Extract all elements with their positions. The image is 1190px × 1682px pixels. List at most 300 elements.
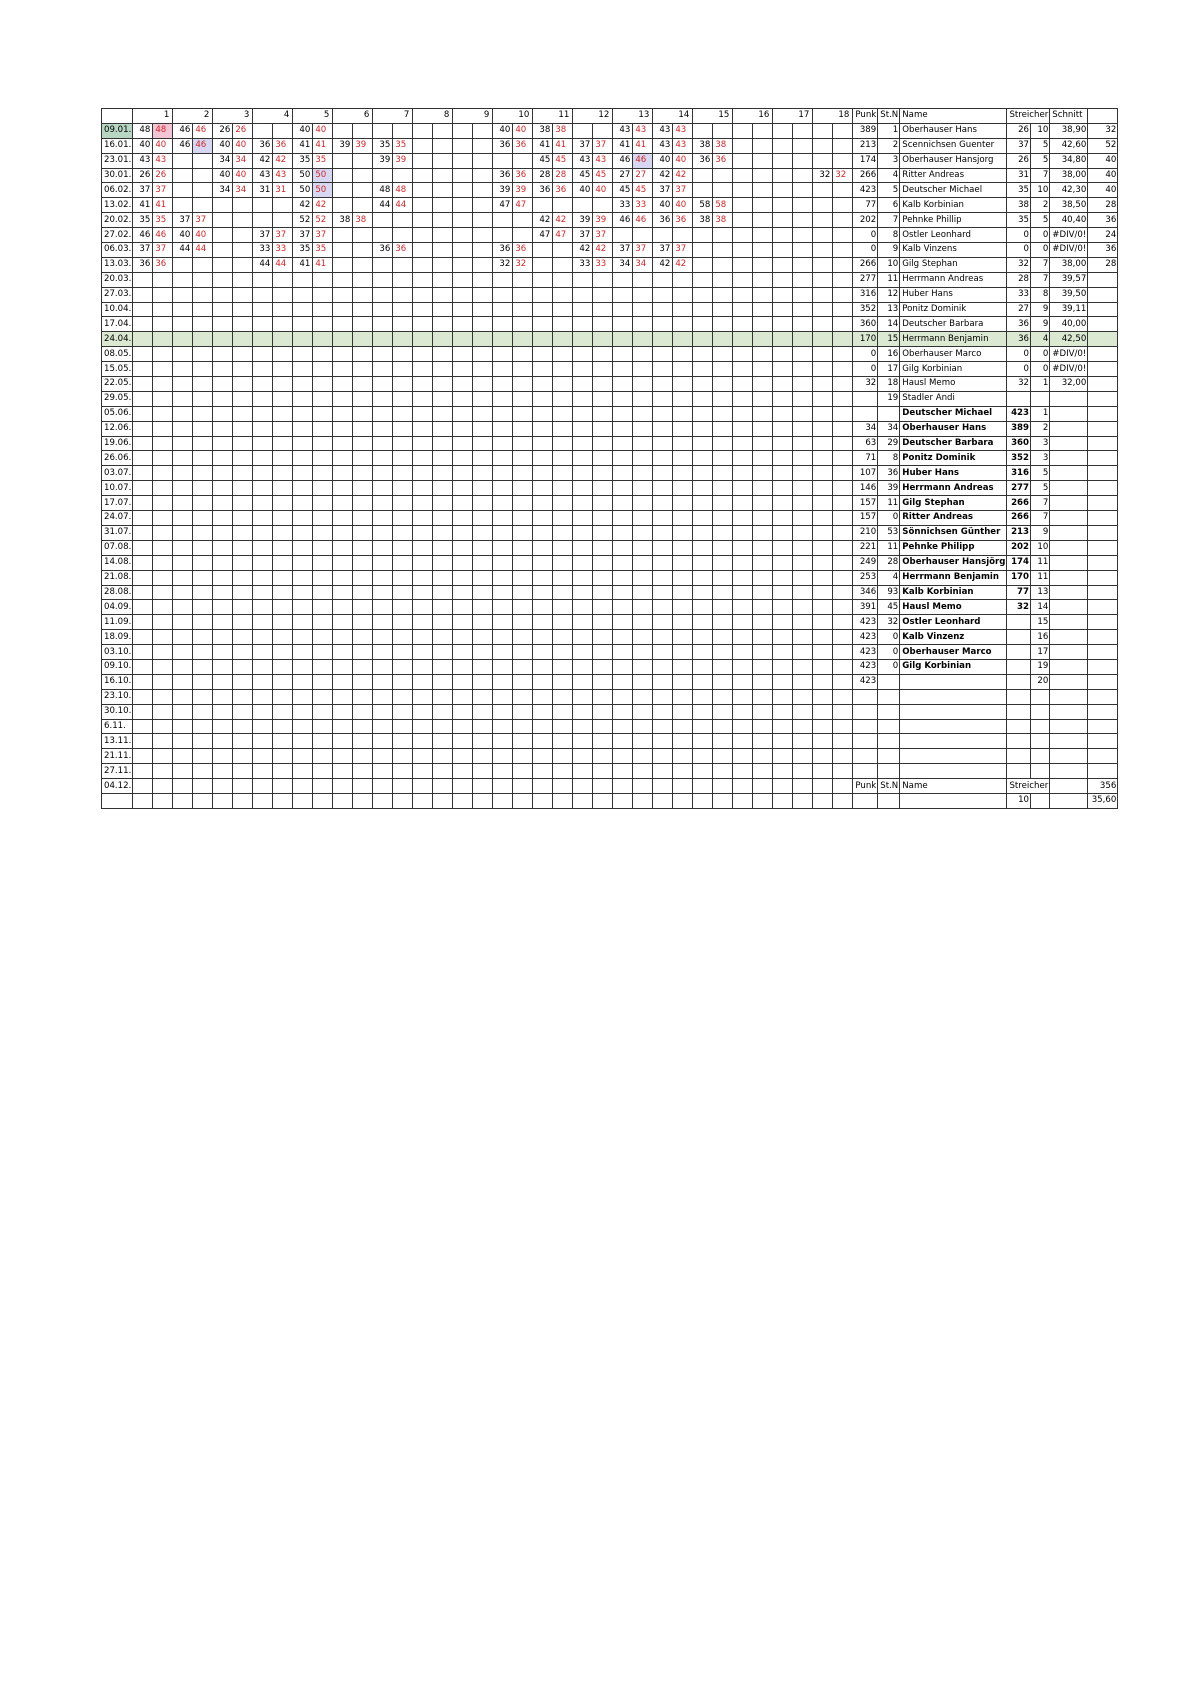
stn-cell[interactable]: 0	[878, 511, 900, 526]
score-cell[interactable]	[733, 659, 753, 674]
score-cell[interactable]	[293, 481, 313, 496]
score-cell[interactable]	[253, 719, 273, 734]
score-cell[interactable]	[573, 779, 593, 794]
date-cell[interactable]: 6.11.	[102, 719, 133, 734]
stn-cell[interactable]: 16	[878, 347, 900, 362]
score-cell[interactable]	[613, 436, 633, 451]
score-cell[interactable]	[173, 406, 193, 421]
score-copy-cell[interactable]	[753, 302, 773, 317]
score-copy-cell[interactable]	[553, 525, 573, 540]
date-cell[interactable]: 16.01.	[102, 138, 133, 153]
score-copy-cell[interactable]	[193, 704, 213, 719]
streicher-count-cell[interactable]: 7	[1031, 272, 1050, 287]
score-copy-cell[interactable]: 32	[513, 257, 533, 272]
score-copy-cell[interactable]	[273, 734, 293, 749]
score-cell[interactable]	[293, 332, 313, 347]
score-cell[interactable]	[533, 689, 553, 704]
score-cell[interactable]	[453, 704, 473, 719]
player-name-cell[interactable]	[900, 689, 1007, 704]
date-cell[interactable]: 12.06.	[102, 421, 133, 436]
score-copy-cell[interactable]	[593, 198, 613, 213]
score-copy-cell[interactable]	[753, 451, 773, 466]
score-cell[interactable]	[373, 168, 393, 183]
score-cell[interactable]: 48	[133, 123, 153, 138]
score-copy-cell[interactable]	[353, 525, 373, 540]
score-copy-cell[interactable]	[633, 704, 653, 719]
player-name-cell[interactable]: Deutscher Barbara	[900, 436, 1007, 451]
score-cell[interactable]	[653, 377, 673, 392]
player-name-cell[interactable]	[900, 793, 1007, 808]
score-cell[interactable]	[773, 183, 793, 198]
score-cell[interactable]	[773, 272, 793, 287]
score-copy-cell[interactable]: 36	[513, 243, 533, 258]
score-copy-cell[interactable]	[513, 451, 533, 466]
score-copy-cell[interactable]	[273, 287, 293, 302]
punkte-cell[interactable]: 266	[853, 257, 878, 272]
schnitt-cell[interactable]: 34,80	[1050, 153, 1088, 168]
score-cell[interactable]	[453, 615, 473, 630]
score-copy-cell[interactable]	[633, 228, 653, 243]
player-name-cell[interactable]: Herrmann Andreas	[900, 481, 1007, 496]
score-copy-cell[interactable]	[793, 779, 813, 794]
score-copy-cell[interactable]	[233, 674, 253, 689]
stn-cell[interactable]: 3	[878, 153, 900, 168]
score-cell[interactable]	[653, 436, 673, 451]
score-cell[interactable]: 39	[333, 138, 353, 153]
score-cell[interactable]	[453, 674, 473, 689]
score-copy-cell[interactable]: 37	[673, 183, 693, 198]
streicher-cell[interactable]: 35	[1007, 213, 1031, 228]
score-copy-cell[interactable]: 33	[273, 243, 293, 258]
score-copy-cell[interactable]	[433, 257, 453, 272]
score-cell[interactable]	[493, 779, 513, 794]
score-cell[interactable]	[333, 183, 353, 198]
score-copy-cell[interactable]	[313, 362, 333, 377]
score-copy-cell[interactable]	[473, 332, 493, 347]
score-copy-cell[interactable]	[633, 406, 653, 421]
score-cell[interactable]	[493, 466, 513, 481]
score-copy-cell[interactable]	[793, 272, 813, 287]
score-copy-cell[interactable]	[713, 302, 733, 317]
score-copy-cell[interactable]	[753, 347, 773, 362]
score-copy-cell[interactable]	[833, 779, 853, 794]
score-cell[interactable]	[173, 257, 193, 272]
score-cell[interactable]	[733, 570, 753, 585]
score-copy-cell[interactable]: 37	[153, 183, 173, 198]
score-cell[interactable]: 48	[373, 183, 393, 198]
score-copy-cell[interactable]	[273, 272, 293, 287]
score-copy-cell[interactable]	[793, 302, 813, 317]
score-copy-cell[interactable]	[793, 451, 813, 466]
score-cell[interactable]	[693, 704, 713, 719]
score-copy-cell[interactable]	[473, 183, 493, 198]
score-copy-cell[interactable]	[833, 272, 853, 287]
score-copy-cell[interactable]: 48	[393, 183, 413, 198]
score-copy-cell[interactable]	[153, 332, 173, 347]
score-copy-cell[interactable]	[513, 362, 533, 377]
score-cell[interactable]	[773, 779, 793, 794]
schnitt-cell[interactable]	[1050, 540, 1088, 555]
extra-cell[interactable]: 52	[1088, 138, 1118, 153]
punkte-cell[interactable]: 202	[853, 213, 878, 228]
date-cell[interactable]: 16.10.	[102, 674, 133, 689]
score-copy-cell[interactable]	[473, 585, 493, 600]
score-copy-cell[interactable]	[553, 570, 573, 585]
score-cell[interactable]	[253, 391, 273, 406]
score-cell[interactable]	[813, 451, 833, 466]
score-cell[interactable]	[413, 421, 433, 436]
score-cell[interactable]	[653, 317, 673, 332]
score-cell[interactable]	[213, 317, 233, 332]
score-cell[interactable]	[813, 689, 833, 704]
score-copy-cell[interactable]	[353, 704, 373, 719]
streicher-count-cell[interactable]: 2	[1031, 198, 1050, 213]
score-copy-cell[interactable]	[833, 391, 853, 406]
score-cell[interactable]	[613, 793, 633, 808]
score-cell[interactable]	[453, 332, 473, 347]
score-cell[interactable]	[733, 511, 753, 526]
score-copy-cell[interactable]	[233, 451, 253, 466]
score-cell[interactable]	[613, 779, 633, 794]
score-cell[interactable]	[493, 362, 513, 377]
score-cell[interactable]	[813, 287, 833, 302]
score-copy-cell[interactable]	[473, 287, 493, 302]
score-cell[interactable]	[413, 287, 433, 302]
score-copy-cell[interactable]	[433, 391, 453, 406]
streicher-count-cell[interactable]: 5	[1031, 481, 1050, 496]
score-copy-cell[interactable]	[473, 451, 493, 466]
score-copy-cell[interactable]: 33	[633, 198, 653, 213]
score-cell[interactable]	[413, 391, 433, 406]
score-cell[interactable]	[213, 704, 233, 719]
score-cell[interactable]	[693, 793, 713, 808]
score-cell[interactable]	[773, 287, 793, 302]
score-copy-cell[interactable]	[713, 391, 733, 406]
score-copy-cell[interactable]	[713, 347, 733, 362]
streicher-cell[interactable]: 213	[1007, 525, 1031, 540]
score-copy-cell[interactable]	[393, 511, 413, 526]
date-cell[interactable]: 15.05.	[102, 362, 133, 377]
date-cell[interactable]: 14.08.	[102, 555, 133, 570]
score-copy-cell[interactable]: 37	[153, 243, 173, 258]
stn-header[interactable]: St.N	[878, 109, 900, 124]
score-copy-cell[interactable]	[473, 719, 493, 734]
score-cell[interactable]	[573, 421, 593, 436]
score-cell[interactable]	[253, 793, 273, 808]
score-cell[interactable]	[613, 272, 633, 287]
score-copy-cell[interactable]	[793, 704, 813, 719]
player-name-cell[interactable]: Stadler Andi	[900, 391, 1007, 406]
score-cell[interactable]	[373, 704, 393, 719]
extra-cell[interactable]	[1088, 377, 1118, 392]
score-copy-cell[interactable]	[633, 272, 653, 287]
score-copy-cell[interactable]	[313, 525, 333, 540]
score-cell[interactable]: 46	[133, 228, 153, 243]
score-cell[interactable]	[813, 674, 833, 689]
score-copy-cell[interactable]	[353, 585, 373, 600]
punkte-cell[interactable]: 423	[853, 674, 878, 689]
score-copy-cell[interactable]	[753, 793, 773, 808]
score-cell[interactable]: 46	[613, 213, 633, 228]
score-copy-cell[interactable]	[793, 243, 813, 258]
score-cell[interactable]	[533, 466, 553, 481]
schnitt-cell[interactable]: 38,90	[1050, 123, 1088, 138]
punkte-cell[interactable]: 249	[853, 555, 878, 570]
score-copy-cell[interactable]	[153, 525, 173, 540]
punkte-cell[interactable]: 346	[853, 585, 878, 600]
extra-cell[interactable]	[1088, 674, 1118, 689]
score-cell[interactable]	[173, 466, 193, 481]
score-copy-cell[interactable]	[393, 793, 413, 808]
streicher-cell[interactable]: 174	[1007, 555, 1031, 570]
score-cell[interactable]	[253, 287, 273, 302]
score-copy-cell[interactable]	[833, 689, 853, 704]
score-copy-cell[interactable]	[753, 764, 773, 779]
score-cell[interactable]	[813, 123, 833, 138]
score-copy-cell[interactable]	[793, 630, 813, 645]
score-cell[interactable]	[733, 243, 753, 258]
score-cell[interactable]	[413, 481, 433, 496]
score-copy-cell[interactable]	[593, 436, 613, 451]
score-copy-cell[interactable]	[153, 734, 173, 749]
score-copy-cell[interactable]	[393, 585, 413, 600]
score-cell[interactable]	[413, 257, 433, 272]
date-cell[interactable]: 21.08.	[102, 570, 133, 585]
score-cell[interactable]	[653, 615, 673, 630]
score-copy-cell[interactable]	[353, 734, 373, 749]
player-name-cell[interactable]: Deutscher Barbara	[900, 317, 1007, 332]
extra-cell[interactable]: 28	[1088, 198, 1118, 213]
score-copy-cell[interactable]	[313, 570, 333, 585]
score-copy-cell[interactable]	[513, 347, 533, 362]
score-cell[interactable]	[813, 570, 833, 585]
streicher-cell[interactable]: Streicher	[1007, 779, 1050, 794]
score-cell[interactable]	[293, 704, 313, 719]
score-cell[interactable]	[493, 421, 513, 436]
streicher-count-cell[interactable]: 1	[1031, 406, 1050, 421]
score-copy-cell[interactable]	[393, 272, 413, 287]
score-cell[interactable]	[293, 466, 313, 481]
score-cell[interactable]	[213, 421, 233, 436]
date-cell[interactable]: 13.02.	[102, 198, 133, 213]
score-cell[interactable]	[693, 451, 713, 466]
extra-cell[interactable]	[1088, 525, 1118, 540]
score-copy-cell[interactable]	[393, 555, 413, 570]
score-cell[interactable]	[413, 406, 433, 421]
score-copy-cell[interactable]	[233, 630, 253, 645]
score-copy-cell[interactable]	[833, 674, 853, 689]
score-copy-cell[interactable]	[473, 645, 493, 660]
score-cell[interactable]	[413, 168, 433, 183]
score-cell[interactable]	[613, 764, 633, 779]
date-cell[interactable]: 09.10.	[102, 659, 133, 674]
score-copy-cell[interactable]	[473, 511, 493, 526]
score-cell[interactable]	[493, 704, 513, 719]
streicher-count-cell[interactable]: 4	[1031, 332, 1050, 347]
score-cell[interactable]	[613, 525, 633, 540]
score-cell[interactable]	[373, 466, 393, 481]
score-copy-cell[interactable]	[633, 585, 653, 600]
score-copy-cell[interactable]	[353, 377, 373, 392]
extra-cell[interactable]: 36	[1088, 243, 1118, 258]
player-name-cell[interactable]	[900, 704, 1007, 719]
score-cell[interactable]	[573, 272, 593, 287]
score-copy-cell[interactable]	[313, 615, 333, 630]
punkte-cell[interactable]	[853, 391, 878, 406]
score-copy-cell[interactable]	[353, 362, 373, 377]
score-cell[interactable]: 26	[213, 123, 233, 138]
score-copy-cell[interactable]	[153, 570, 173, 585]
score-copy-cell[interactable]	[193, 659, 213, 674]
score-copy-cell[interactable]	[193, 198, 213, 213]
score-copy-cell[interactable]	[553, 764, 573, 779]
score-cell[interactable]	[733, 704, 753, 719]
score-copy-cell[interactable]	[153, 391, 173, 406]
score-cell[interactable]	[453, 362, 473, 377]
score-cell[interactable]	[253, 302, 273, 317]
score-copy-cell[interactable]	[633, 525, 653, 540]
score-copy-cell[interactable]	[633, 347, 653, 362]
score-copy-cell[interactable]	[473, 272, 493, 287]
score-cell[interactable]	[693, 585, 713, 600]
score-cell[interactable]: 40	[173, 228, 193, 243]
score-cell[interactable]	[413, 570, 433, 585]
punkte-cell[interactable]: 157	[853, 496, 878, 511]
score-cell[interactable]	[613, 645, 633, 660]
score-cell[interactable]	[773, 659, 793, 674]
streicher-count-cell[interactable]: 15	[1031, 615, 1050, 630]
score-copy-cell[interactable]	[833, 317, 853, 332]
score-copy-cell[interactable]	[233, 540, 253, 555]
score-cell[interactable]	[293, 451, 313, 466]
score-copy-cell[interactable]	[593, 123, 613, 138]
score-copy-cell[interactable]	[153, 540, 173, 555]
score-copy-cell[interactable]	[353, 228, 373, 243]
score-cell[interactable]	[733, 630, 753, 645]
schnitt-cell[interactable]: #DIV/0!	[1050, 362, 1088, 377]
score-copy-cell[interactable]	[473, 615, 493, 630]
score-cell[interactable]	[413, 123, 433, 138]
streicher-cell[interactable]: 38	[1007, 198, 1031, 213]
score-copy-cell[interactable]	[513, 153, 533, 168]
date-cell[interactable]: 03.10.	[102, 645, 133, 660]
score-cell[interactable]	[693, 466, 713, 481]
score-cell[interactable]	[133, 525, 153, 540]
corner-cell[interactable]	[102, 109, 133, 124]
punkte-cell[interactable]	[853, 704, 878, 719]
score-copy-cell[interactable]	[393, 436, 413, 451]
score-cell[interactable]	[573, 585, 593, 600]
score-cell[interactable]	[813, 421, 833, 436]
score-copy-cell[interactable]	[593, 555, 613, 570]
score-copy-cell[interactable]	[433, 436, 453, 451]
score-cell[interactable]	[133, 377, 153, 392]
score-copy-cell[interactable]	[473, 153, 493, 168]
score-copy-cell[interactable]	[713, 436, 733, 451]
date-cell[interactable]: 22.05.	[102, 377, 133, 392]
score-cell[interactable]	[213, 630, 233, 645]
score-cell[interactable]	[813, 198, 833, 213]
score-cell[interactable]	[333, 659, 353, 674]
streicher-cell[interactable]	[1007, 645, 1031, 660]
score-cell[interactable]	[533, 570, 553, 585]
date-cell[interactable]: 17.04.	[102, 317, 133, 332]
score-cell[interactable]	[453, 525, 473, 540]
player-name-cell[interactable]: Hausl Memo	[900, 600, 1007, 615]
streicher-count-cell[interactable]: 5	[1031, 466, 1050, 481]
score-cell[interactable]	[493, 555, 513, 570]
score-cell[interactable]: 40	[493, 123, 513, 138]
score-copy-cell[interactable]	[593, 391, 613, 406]
score-cell[interactable]	[533, 496, 553, 511]
score-cell[interactable]	[333, 287, 353, 302]
score-copy-cell[interactable]	[353, 555, 373, 570]
score-cell[interactable]	[373, 570, 393, 585]
score-copy-cell[interactable]	[753, 213, 773, 228]
schnitt-cell[interactable]: 39,11	[1050, 302, 1088, 317]
score-copy-cell[interactable]	[793, 540, 813, 555]
player-name-cell[interactable]: Kalb Korbinian	[900, 585, 1007, 600]
score-cell[interactable]	[453, 555, 473, 570]
score-cell[interactable]	[133, 615, 153, 630]
score-copy-cell[interactable]	[753, 257, 773, 272]
score-cell[interactable]	[773, 645, 793, 660]
streicher-cell[interactable]: 32	[1007, 377, 1031, 392]
score-cell[interactable]	[693, 272, 713, 287]
score-cell[interactable]: 43	[613, 123, 633, 138]
score-cell[interactable]	[213, 764, 233, 779]
round-number-header[interactable]: 8	[413, 109, 453, 124]
score-cell[interactable]	[773, 466, 793, 481]
score-copy-cell[interactable]	[553, 719, 573, 734]
punkte-cell[interactable]: 77	[853, 198, 878, 213]
score-cell[interactable]	[533, 317, 553, 332]
score-cell[interactable]: 42	[533, 213, 553, 228]
score-cell[interactable]: 28	[533, 168, 553, 183]
score-copy-cell[interactable]	[673, 615, 693, 630]
stn-cell[interactable]: 0	[878, 659, 900, 674]
score-copy-cell[interactable]	[473, 391, 493, 406]
score-copy-cell[interactable]	[433, 734, 453, 749]
player-name-cell[interactable]	[900, 674, 1007, 689]
score-copy-cell[interactable]	[353, 764, 373, 779]
score-cell[interactable]	[613, 481, 633, 496]
stn-cell[interactable]	[878, 793, 900, 808]
score-copy-cell[interactable]	[433, 600, 453, 615]
score-cell[interactable]	[173, 496, 193, 511]
score-copy-cell[interactable]	[753, 391, 773, 406]
score-copy-cell[interactable]	[793, 749, 813, 764]
score-cell[interactable]	[573, 525, 593, 540]
score-cell[interactable]	[213, 481, 233, 496]
score-cell[interactable]	[133, 659, 153, 674]
score-copy-cell[interactable]	[833, 302, 853, 317]
date-cell[interactable]: 30.10.	[102, 704, 133, 719]
player-name-cell[interactable]	[900, 749, 1007, 764]
score-cell[interactable]	[573, 555, 593, 570]
score-copy-cell[interactable]	[593, 332, 613, 347]
schnitt-cell[interactable]	[1050, 496, 1088, 511]
score-copy-cell[interactable]	[153, 272, 173, 287]
score-copy-cell[interactable]	[393, 466, 413, 481]
date-cell[interactable]: 11.09.	[102, 615, 133, 630]
score-copy-cell[interactable]	[593, 362, 613, 377]
score-cell[interactable]	[453, 377, 473, 392]
punkte-cell[interactable]: 253	[853, 570, 878, 585]
score-cell[interactable]	[493, 600, 513, 615]
score-copy-cell[interactable]	[153, 793, 173, 808]
score-cell[interactable]	[533, 406, 553, 421]
